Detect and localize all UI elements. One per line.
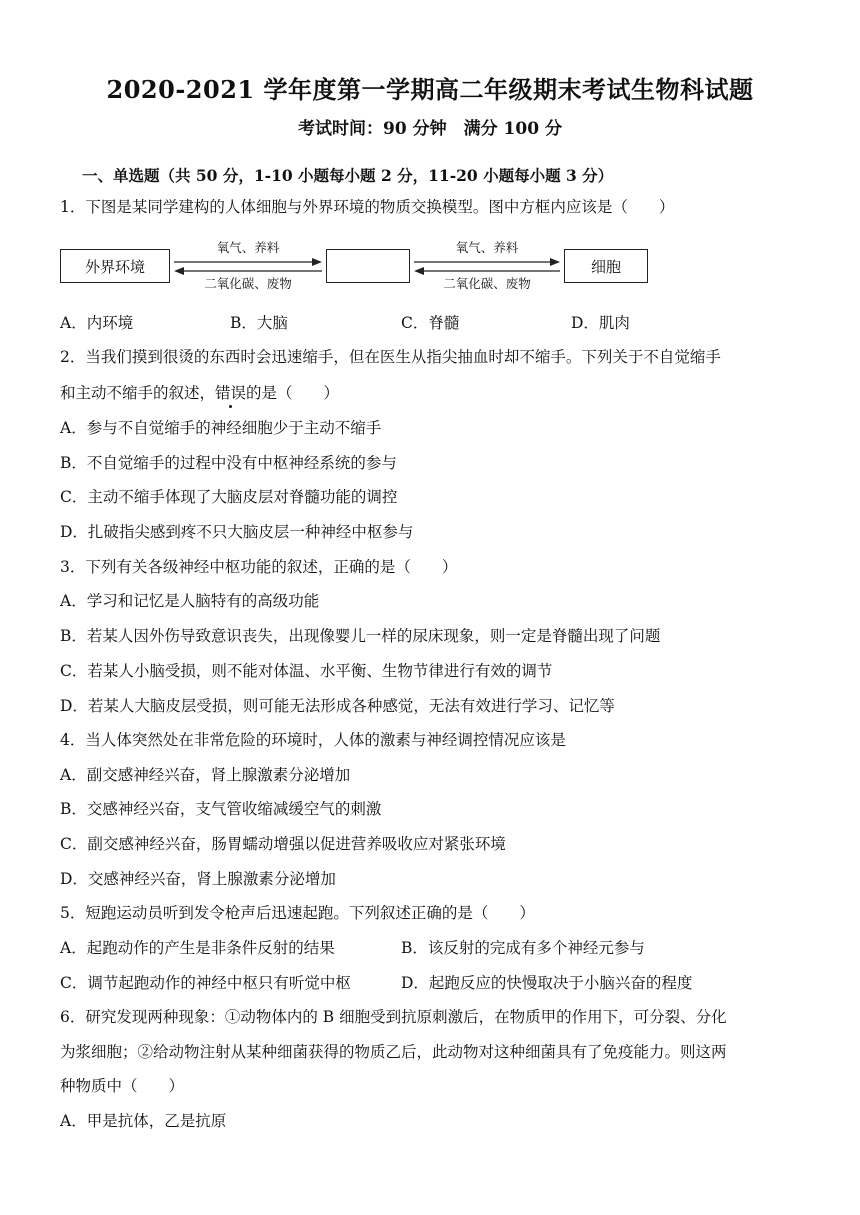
q1-option-c: C．脊髓 [401,314,460,332]
q4-option-b: B．交感神经兴奋，支气管收缩减缓空气的刺激 [60,800,382,818]
q3-stem: 3．下列有关各级神经中枢功能的叙述，正确的是（ ） [60,558,458,576]
q5-option-b: B．该反射的完成有多个神经元参与 [401,939,645,957]
q2-stem-line2 [60,382,339,404]
diagram-arrows-icon [60,240,660,296]
q4-stem: 4．当人体突然处在非常危险的环境时，人体的激素与神经调控情况应该是 [60,731,566,749]
q6-stem-line3: 种物质中（ ） [60,1077,185,1095]
q2-stem-line1: 2．当我们摸到很烫的东西时会迅速缩手，但在医生从指尖抽血时却不缩手。下列关于不自觉缩手 [60,348,721,366]
q6-option-a: A．甲是抗体，乙是抗原 [60,1112,227,1130]
q2-stem-post: 的是（ ） [246,384,340,402]
q1-option-d: D．肌肉 [571,314,630,332]
diagram-label-oxygen-2: 氧气、养料 [455,240,519,255]
q3-option-d: D．若某人大脑皮层受损，则可能无法形成各种感觉，无法有效进行学习、记忆等 [60,697,615,715]
q2-option-b: B．不自觉缩手的过程中没有中枢神经系统的参与 [60,454,397,472]
q3-option-a: A．学习和记忆是人脑特有的高级功能 [60,592,320,610]
q2-stem-pre: 和主动不缩手的叙述， [60,384,216,402]
diagram-label-co2-2: 二氧化碳、废物 [443,276,531,291]
q3-option-b: B．若某人因外伤导致意识丧失，出现像婴儿一样的尿床现象，则一定是脊髓出现了问题 [60,627,661,645]
q4-option-c: C．副交感神经兴奋，肠胃蠕动增强以促进营养吸收应对紧张环境 [60,835,506,853]
q1-option-b: B．大脑 [230,314,288,332]
q4-option-a: A．副交感神经兴奋，肾上腺激素分泌增加 [60,766,351,784]
diagram-box-external-env: 外界环境 [60,249,170,283]
diagram-label-oxygen-1: 氧气、养料 [216,240,280,255]
q1-option-a: A．内环境 [60,314,134,332]
q5-option-a: A．起跑动作的产生是非条件反射的结果 [60,939,335,957]
section-heading: 一、单选题（共 50 分，1-10 小题每小题 2 分，11-20 小题每小题 3 分） [82,166,614,185]
q5-option-d: D．起跑反应的快慢取决于小脑兴奋的程度 [401,974,693,992]
diagram-label-co2-1: 二氧化碳、废物 [204,276,292,291]
q5-options-row1 [60,937,645,959]
q3-option-c: C．若某人小脑受损，则不能对体温、水平衡、生物节律进行有效的调节 [60,662,553,680]
q2-option-d: D．扎破指尖感到疼不只大脑皮层一种神经中枢参与 [60,523,414,541]
q2-option-c: C．主动不缩手体现了大脑皮层对脊髓功能的调控 [60,488,398,506]
exam-title: 2020-2021 学年度第一学期高二年级期末考试生物科试题 [106,75,754,104]
q5-options-row2 [60,972,693,994]
diagram-box-cell: 细胞 [564,249,648,283]
q1-stem: 1．下图是某同学建构的人体细胞与外界环境的物质交换模型。图中方框内应该是（ ） [60,198,675,216]
q5-stem: 5．短跑运动员听到发令枪声后迅速起跑。下列叙述正确的是（ ） [60,904,535,922]
q6-stem-line1: 6．研究发现两种现象：①动物体内的 B 细胞受到抗原刺激后，在物质甲的作用下，可分裂、分化 [60,1008,727,1026]
q1-exchange-diagram [60,240,660,296]
q2-option-a: A．参与不自觉缩手的神经细胞少于主动不缩手 [60,419,382,437]
q6-stem-line2: 为浆细胞；②给动物注射从某种细菌获得的物质乙后，此动物对这种细菌具有了免疫能力。则这两 [60,1043,727,1061]
q4-option-d: D．交感神经兴奋，肾上腺激素分泌增加 [60,870,336,888]
q2-stem-emphasis: 错误 [215,384,247,402]
exam-subtitle: 考试时间：90 分钟 满分 100 分 [298,119,562,139]
q5-option-c: C．调节起跑动作的神经中枢只有听觉中枢 [60,974,351,992]
